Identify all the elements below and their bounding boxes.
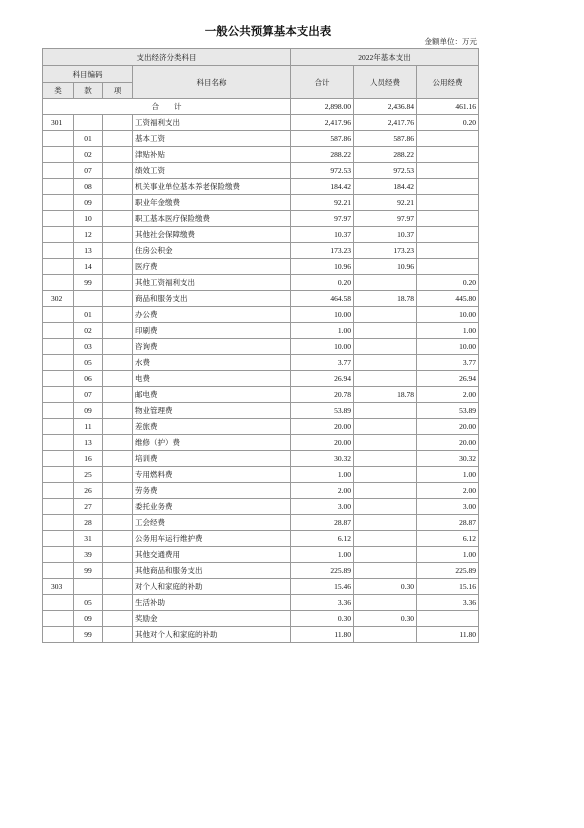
personnel-amount-cell [354, 483, 417, 499]
code-kuan-cell: 13 [74, 435, 103, 451]
code-kuan-cell: 09 [74, 195, 103, 211]
total-label: 合 计 [43, 99, 291, 115]
code-kuan-cell: 27 [74, 499, 103, 515]
code-kuan-cell [74, 291, 103, 307]
personnel-amount-cell: 10.37 [354, 227, 417, 243]
item-name-cell: 绩效工资 [133, 163, 291, 179]
code-lei-cell [43, 179, 74, 195]
personnel-amount-cell [354, 547, 417, 563]
item-name-cell: 职工基本医疗保险缴费 [133, 211, 291, 227]
code-lei-cell [43, 211, 74, 227]
header-total: 合计 [291, 66, 354, 99]
table-row [43, 179, 479, 195]
table-row [43, 339, 479, 355]
public-amount-cell: 2.00 [417, 483, 479, 499]
item-name-cell: 其他对个人和家庭的补助 [133, 627, 291, 643]
total-amount-cell: 10.00 [291, 307, 354, 323]
code-xiang-cell [103, 371, 133, 387]
code-lei-cell [43, 627, 74, 643]
code-kuan-cell: 11 [74, 419, 103, 435]
personnel-amount-cell: 0.30 [354, 611, 417, 627]
total-amount-cell: 26.94 [291, 371, 354, 387]
header-year-group: 2022年基本支出 [291, 49, 479, 66]
table-row [43, 483, 479, 499]
item-name-cell: 公务用车运行维护费 [133, 531, 291, 547]
code-lei-cell [43, 227, 74, 243]
personnel-amount-cell [354, 323, 417, 339]
public-amount-cell: 20.00 [417, 419, 479, 435]
code-kuan-cell: 99 [74, 275, 103, 291]
total-amount-cell: 11.80 [291, 627, 354, 643]
code-lei-cell [43, 435, 74, 451]
code-lei-cell [43, 531, 74, 547]
total-amount-cell: 6.12 [291, 531, 354, 547]
table-row [43, 259, 479, 275]
code-lei-cell [43, 563, 74, 579]
code-xiang-cell [103, 515, 133, 531]
total-amount-cell: 464.58 [291, 291, 354, 307]
item-name-cell: 商品和服务支出 [133, 291, 291, 307]
table-row [43, 595, 479, 611]
total-amount-cell: 587.86 [291, 131, 354, 147]
item-name-cell: 其他工资福利支出 [133, 275, 291, 291]
code-lei-cell [43, 547, 74, 563]
item-name-cell: 基本工资 [133, 131, 291, 147]
total-amount-cell: 20.00 [291, 419, 354, 435]
code-xiang-cell [103, 419, 133, 435]
table-row [43, 275, 479, 291]
code-kuan-cell: 10 [74, 211, 103, 227]
code-kuan-cell: 31 [74, 531, 103, 547]
public-amount-cell: 6.12 [417, 531, 479, 547]
table-row [43, 531, 479, 547]
code-xiang-cell [103, 611, 133, 627]
public-amount-cell: 10.00 [417, 339, 479, 355]
personnel-amount-cell: 972.53 [354, 163, 417, 179]
table-row [43, 307, 479, 323]
code-xiang-cell [103, 275, 133, 291]
public-amount-cell [417, 259, 479, 275]
code-xiang-cell [103, 547, 133, 563]
header-category-group: 支出经济分类科目 [43, 49, 291, 66]
budget-table [42, 48, 479, 643]
total-amount-cell: 972.53 [291, 163, 354, 179]
code-lei-cell [43, 147, 74, 163]
total-amount-cell: 30.32 [291, 451, 354, 467]
total-amount-cell: 0.20 [291, 275, 354, 291]
total-amount-cell: 3.36 [291, 595, 354, 611]
table-row [43, 451, 479, 467]
public-amount-cell: 10.00 [417, 307, 479, 323]
personnel-amount-cell: 18.78 [354, 291, 417, 307]
public-amount-cell [417, 131, 479, 147]
personnel-amount-cell [354, 531, 417, 547]
item-name-cell: 培训费 [133, 451, 291, 467]
code-lei-cell [43, 515, 74, 531]
code-lei-cell: 302 [43, 291, 74, 307]
code-xiang-cell [103, 531, 133, 547]
public-amount-cell: 1.00 [417, 323, 479, 339]
table-row [43, 355, 479, 371]
code-kuan-cell: 06 [74, 371, 103, 387]
header-lei: 类 [43, 83, 74, 99]
code-xiang-cell [103, 291, 133, 307]
table-row [43, 195, 479, 211]
total-amount-cell: 10.37 [291, 227, 354, 243]
personnel-amount-cell: 173.23 [354, 243, 417, 259]
code-kuan-cell: 16 [74, 451, 103, 467]
table-row [43, 419, 479, 435]
public-amount-cell: 11.80 [417, 627, 479, 643]
item-name-cell: 其他交通费用 [133, 547, 291, 563]
table-row [43, 499, 479, 515]
header-public: 公用经费 [417, 66, 479, 99]
code-kuan-cell: 12 [74, 227, 103, 243]
code-lei-cell [43, 483, 74, 499]
code-kuan-cell: 39 [74, 547, 103, 563]
total-public: 461.16 [417, 99, 479, 115]
header-code-group: 科目编码 [43, 66, 133, 83]
public-amount-cell: 225.89 [417, 563, 479, 579]
public-amount-cell [417, 227, 479, 243]
code-kuan-cell: 13 [74, 243, 103, 259]
personnel-amount-cell: 92.21 [354, 195, 417, 211]
total-amount-cell: 28.87 [291, 515, 354, 531]
header-kuan: 款 [74, 83, 103, 99]
public-amount-cell: 3.36 [417, 595, 479, 611]
code-kuan-cell: 99 [74, 563, 103, 579]
total-amount-cell: 15.46 [291, 579, 354, 595]
code-kuan-cell: 28 [74, 515, 103, 531]
item-name-cell: 差旅费 [133, 419, 291, 435]
total-amount-cell: 1.00 [291, 467, 354, 483]
code-xiang-cell [103, 131, 133, 147]
code-lei-cell [43, 259, 74, 275]
code-xiang-cell [103, 115, 133, 131]
item-name-cell: 水费 [133, 355, 291, 371]
personnel-amount-cell [354, 627, 417, 643]
total-amount-cell: 2.00 [291, 483, 354, 499]
total-amount-cell: 288.22 [291, 147, 354, 163]
code-xiang-cell [103, 163, 133, 179]
code-kuan-cell: 99 [74, 627, 103, 643]
total-amount-cell: 1.00 [291, 547, 354, 563]
code-xiang-cell [103, 307, 133, 323]
item-name-cell: 办公费 [133, 307, 291, 323]
total-amount-cell: 1.00 [291, 323, 354, 339]
item-name-cell: 奖励金 [133, 611, 291, 627]
code-xiang-cell [103, 579, 133, 595]
code-xiang-cell [103, 627, 133, 643]
document-title: 一般公共预算基本支出表 [204, 26, 332, 38]
public-amount-cell: 28.87 [417, 515, 479, 531]
item-name-cell: 工资福利支出 [133, 115, 291, 131]
code-lei-cell [43, 371, 74, 387]
personnel-amount-cell [354, 275, 417, 291]
table-row [43, 227, 479, 243]
table-row [43, 547, 479, 563]
code-lei-cell [43, 195, 74, 211]
total-amount-cell: 3.77 [291, 355, 354, 371]
public-amount-cell: 26.94 [417, 371, 479, 387]
code-xiang-cell [103, 435, 133, 451]
code-kuan-cell: 03 [74, 339, 103, 355]
table-row [43, 435, 479, 451]
total-personnel: 2,436.84 [354, 99, 417, 115]
personnel-amount-cell [354, 563, 417, 579]
item-name-cell: 维修（护）费 [133, 435, 291, 451]
item-name-cell: 工会经费 [133, 515, 291, 531]
table-row [43, 579, 479, 595]
code-lei-cell [43, 163, 74, 179]
item-name-cell: 生活补助 [133, 595, 291, 611]
code-xiang-cell [103, 147, 133, 163]
table-row [43, 403, 479, 419]
code-lei-cell [43, 451, 74, 467]
header-row-1 [43, 49, 479, 66]
personnel-amount-cell: 2,417.76 [354, 115, 417, 131]
total-amount-cell: 10.96 [291, 259, 354, 275]
personnel-amount-cell [354, 435, 417, 451]
code-lei-cell [43, 387, 74, 403]
code-xiang-cell [103, 339, 133, 355]
code-lei-cell [43, 275, 74, 291]
code-lei-cell [43, 355, 74, 371]
public-amount-cell: 20.00 [417, 435, 479, 451]
code-lei-cell [43, 611, 74, 627]
table-row [43, 211, 479, 227]
table-row [43, 611, 479, 627]
code-lei-cell [43, 595, 74, 611]
table-row [43, 291, 479, 307]
personnel-amount-cell [354, 355, 417, 371]
code-xiang-cell [103, 483, 133, 499]
total-amount-cell: 0.30 [291, 611, 354, 627]
item-name-cell: 其他社会保障缴费 [133, 227, 291, 243]
public-amount-cell: 1.00 [417, 547, 479, 563]
public-amount-cell: 0.20 [417, 275, 479, 291]
code-xiang-cell [103, 387, 133, 403]
item-name-cell: 津贴补贴 [133, 147, 291, 163]
code-kuan-cell: 07 [74, 387, 103, 403]
item-name-cell: 委托业务费 [133, 499, 291, 515]
personnel-amount-cell: 184.42 [354, 179, 417, 195]
item-name-cell: 印刷费 [133, 323, 291, 339]
item-name-cell: 对个人和家庭的补助 [133, 579, 291, 595]
table-header [43, 49, 479, 99]
total-amount-cell: 184.42 [291, 179, 354, 195]
code-kuan-cell [74, 115, 103, 131]
code-xiang-cell [103, 323, 133, 339]
public-amount-cell: 2.00 [417, 387, 479, 403]
personnel-amount-cell [354, 307, 417, 323]
public-amount-cell: 53.89 [417, 403, 479, 419]
total-row [43, 99, 479, 115]
personnel-amount-cell: 10.96 [354, 259, 417, 275]
public-amount-cell: 1.00 [417, 467, 479, 483]
personnel-amount-cell [354, 595, 417, 611]
code-lei-cell: 301 [43, 115, 74, 131]
table-body [43, 99, 479, 643]
code-kuan-cell: 25 [74, 467, 103, 483]
header-xiang: 项 [103, 83, 133, 99]
public-amount-cell: 3.00 [417, 499, 479, 515]
total-amount-cell: 53.89 [291, 403, 354, 419]
code-kuan-cell: 09 [74, 403, 103, 419]
item-name-cell: 其他商品和服务支出 [133, 563, 291, 579]
public-amount-cell [417, 163, 479, 179]
table-row [43, 323, 479, 339]
code-xiang-cell [103, 179, 133, 195]
table-row [43, 563, 479, 579]
code-xiang-cell [103, 195, 133, 211]
total-amount-cell: 225.89 [291, 563, 354, 579]
header-name: 科目名称 [133, 66, 291, 99]
item-name-cell: 咨询费 [133, 339, 291, 355]
code-lei-cell [43, 403, 74, 419]
code-lei-cell [43, 499, 74, 515]
amount-unit-note: 金额单位：万元 [424, 37, 477, 46]
personnel-amount-cell: 97.97 [354, 211, 417, 227]
personnel-amount-cell [354, 403, 417, 419]
table-row [43, 627, 479, 643]
code-kuan-cell: 02 [74, 323, 103, 339]
item-name-cell: 专用燃料费 [133, 467, 291, 483]
personnel-amount-cell: 587.86 [354, 131, 417, 147]
personnel-amount-cell [354, 467, 417, 483]
code-kuan-cell: 01 [74, 307, 103, 323]
code-kuan-cell [74, 579, 103, 595]
personnel-amount-cell: 0.30 [354, 579, 417, 595]
table-row [43, 115, 479, 131]
code-xiang-cell [103, 499, 133, 515]
public-amount-cell [417, 611, 479, 627]
item-name-cell: 邮电费 [133, 387, 291, 403]
public-amount-cell: 30.32 [417, 451, 479, 467]
code-lei-cell [43, 419, 74, 435]
personnel-amount-cell [354, 451, 417, 467]
code-lei-cell: 303 [43, 579, 74, 595]
total-amount-cell: 97.97 [291, 211, 354, 227]
code-xiang-cell [103, 563, 133, 579]
code-xiang-cell [103, 227, 133, 243]
public-amount-cell: 3.77 [417, 355, 479, 371]
personnel-amount-cell [354, 515, 417, 531]
personnel-amount-cell [354, 499, 417, 515]
table-row [43, 515, 479, 531]
total-amount-cell: 10.00 [291, 339, 354, 355]
public-amount-cell [417, 195, 479, 211]
header-personnel: 人员经费 [354, 66, 417, 99]
public-amount-cell: 445.80 [417, 291, 479, 307]
code-lei-cell [43, 307, 74, 323]
item-name-cell: 医疗费 [133, 259, 291, 275]
code-lei-cell [43, 339, 74, 355]
code-xiang-cell [103, 403, 133, 419]
total-amount-cell: 3.00 [291, 499, 354, 515]
public-amount-cell [417, 147, 479, 163]
personnel-amount-cell: 18.78 [354, 387, 417, 403]
table-row [43, 243, 479, 259]
public-amount-cell: 15.16 [417, 579, 479, 595]
code-lei-cell [43, 131, 74, 147]
header-row-2 [43, 66, 479, 83]
code-kuan-cell: 05 [74, 595, 103, 611]
code-xiang-cell [103, 595, 133, 611]
code-xiang-cell [103, 467, 133, 483]
item-name-cell: 劳务费 [133, 483, 291, 499]
table-row [43, 147, 479, 163]
public-amount-cell [417, 211, 479, 227]
total-amount-cell: 173.23 [291, 243, 354, 259]
code-kuan-cell: 01 [74, 131, 103, 147]
code-lei-cell [43, 323, 74, 339]
code-xiang-cell [103, 451, 133, 467]
public-amount-cell: 0.20 [417, 115, 479, 131]
code-xiang-cell [103, 211, 133, 227]
total-amount-cell: 92.21 [291, 195, 354, 211]
total-amount-cell: 20.78 [291, 387, 354, 403]
table-row [43, 371, 479, 387]
code-kuan-cell: 09 [74, 611, 103, 627]
total-amount-cell: 2,417.96 [291, 115, 354, 131]
table-row [43, 163, 479, 179]
code-kuan-cell: 26 [74, 483, 103, 499]
code-kuan-cell: 02 [74, 147, 103, 163]
table-row [43, 131, 479, 147]
code-xiang-cell [103, 259, 133, 275]
code-xiang-cell [103, 355, 133, 371]
code-xiang-cell [103, 243, 133, 259]
item-name-cell: 住房公积金 [133, 243, 291, 259]
table-row [43, 467, 479, 483]
code-kuan-cell: 14 [74, 259, 103, 275]
personnel-amount-cell: 288.22 [354, 147, 417, 163]
item-name-cell: 机关事业单位基本养老保险缴费 [133, 179, 291, 195]
code-kuan-cell: 07 [74, 163, 103, 179]
total-amount: 2,898.00 [291, 99, 354, 115]
personnel-amount-cell [354, 371, 417, 387]
code-lei-cell [43, 467, 74, 483]
total-amount-cell: 20.00 [291, 435, 354, 451]
item-name-cell: 物业管理费 [133, 403, 291, 419]
public-amount-cell [417, 179, 479, 195]
personnel-amount-cell [354, 339, 417, 355]
code-kuan-cell: 05 [74, 355, 103, 371]
table-row [43, 387, 479, 403]
code-kuan-cell: 08 [74, 179, 103, 195]
personnel-amount-cell [354, 419, 417, 435]
public-amount-cell [417, 243, 479, 259]
item-name-cell: 职业年金缴费 [133, 195, 291, 211]
code-lei-cell [43, 243, 74, 259]
item-name-cell: 电费 [133, 371, 291, 387]
